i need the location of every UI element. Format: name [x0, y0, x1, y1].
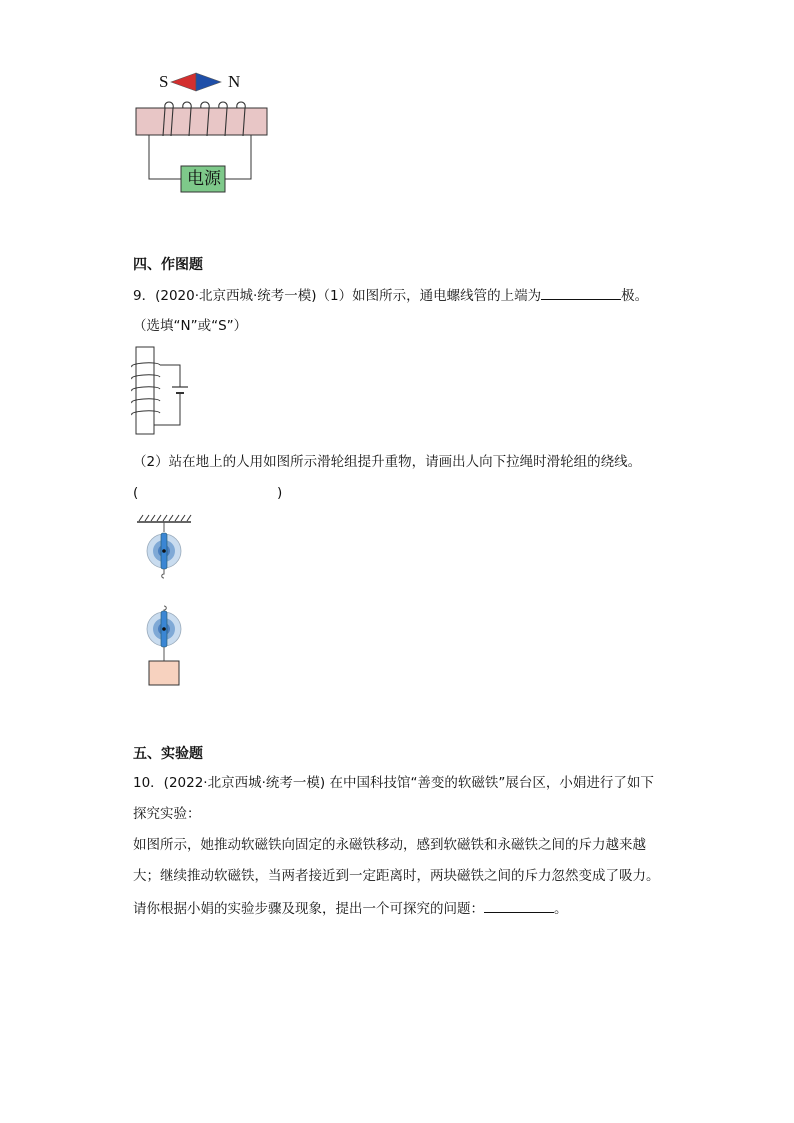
- q10-line-5: [133, 898, 568, 919]
- q10-line-4: 大；继续推动软磁铁，当两者接近到一定距离时，两块磁铁之间的斥力忽然变成了吸力。: [133, 868, 660, 884]
- south-pole-label: S: [159, 72, 169, 91]
- q9-stem: 9．(2020·北京西城·统考一模)（1）如图所示，通电螺线管的上端为: [133, 288, 542, 304]
- movable-pulley: [147, 606, 181, 661]
- q10-line-2: 探究实验：: [133, 806, 201, 822]
- section-5-title: 五、实验题: [133, 746, 203, 762]
- vertical-core: [136, 347, 154, 434]
- q9-stem-end: 极。: [621, 288, 649, 304]
- figure-vertical-solenoid: [128, 345, 198, 437]
- section-4-title: 四、作图题: [133, 257, 203, 273]
- q10-line-1: 10．(2022·北京西城·统考一模) 在中国科技馆“善变的软磁铁”展台区，小娟进行了如下: [133, 775, 654, 791]
- figure-pulley-system: [135, 513, 195, 693]
- q9-line-2: （选填“N”或“S”）: [133, 318, 248, 334]
- ceiling-hatching: [139, 515, 191, 521]
- q10-answer-blank[interactable]: [484, 898, 554, 913]
- q9-answer-blank[interactable]: [541, 285, 621, 300]
- compass-needle-south: [171, 73, 196, 91]
- solenoid-core: [136, 108, 267, 135]
- fixed-pulley: [147, 533, 181, 578]
- power-supply-label: 电源: [187, 169, 221, 189]
- circuit-bottom: [154, 393, 180, 425]
- q9-paren-close: ): [277, 485, 283, 501]
- wire-left: [149, 135, 181, 179]
- q10-line-3: 如图所示，她推动软磁铁向固定的永磁铁移动，感到软磁铁和永磁铁之间的斥力越来越: [133, 837, 646, 853]
- weight-block: [149, 661, 179, 685]
- north-pole-label: N: [228, 72, 241, 91]
- q10-prompt-end: 。: [554, 901, 568, 917]
- wire-right: [225, 135, 251, 179]
- circuit-top: [160, 365, 180, 387]
- q10-question-prompt: 请你根据小娟的实验步骤及现象，提出一个可探究的问题：: [133, 901, 484, 917]
- figure-solenoid-compass: [125, 66, 285, 198]
- q9-line-1: [133, 285, 648, 306]
- q9-part-2: （2）站在地上的人用如图所示滑轮组提升重物，请画出人向下拉绳时滑轮组的绕线。: [133, 454, 642, 470]
- compass-needle-north: [196, 73, 221, 91]
- q9-paren-open: (: [133, 485, 139, 501]
